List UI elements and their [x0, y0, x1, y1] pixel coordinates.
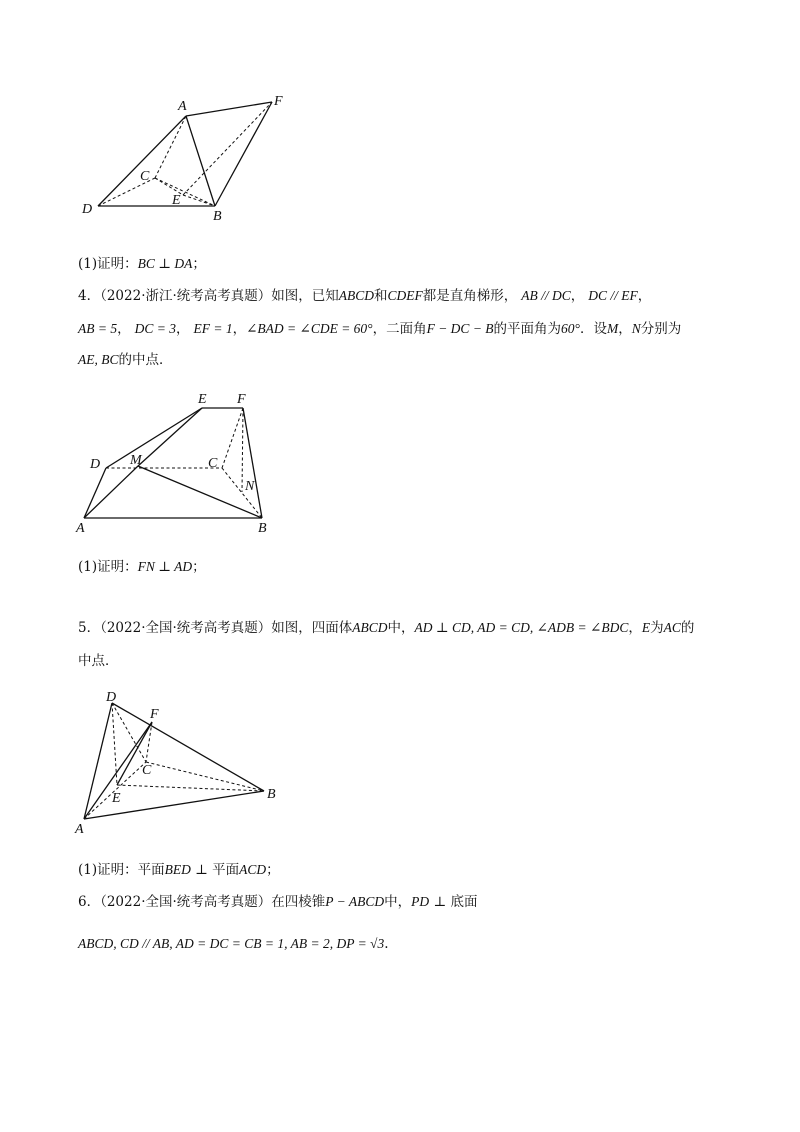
q5-part1-prefix: (1)证明：平面: [78, 862, 165, 878]
q5-math: E: [641, 620, 651, 635]
q4-math: M: [606, 321, 619, 336]
q5-text: 中，: [387, 620, 415, 636]
edge-AB: [84, 791, 264, 819]
label-M: M: [130, 453, 142, 468]
q3-part1-end: ；: [192, 256, 206, 272]
q3-part1-prefix: (1)证明：: [78, 256, 138, 272]
label-E: E: [172, 193, 181, 208]
q4-line2: [78, 321, 681, 337]
q6-source: （2022·全国·统考高考真题）: [100, 894, 272, 910]
q5-part1: [78, 862, 280, 878]
q4-part1-prefix: (1)证明：: [78, 559, 138, 575]
q4-part1-end: ；: [192, 559, 206, 575]
q6-text: 中，: [384, 894, 412, 910]
label-C: C: [142, 763, 152, 778]
q4-math: DC = 3: [134, 321, 176, 336]
label-C: C: [208, 456, 218, 471]
edge-MB: [138, 466, 262, 518]
edge-FB: [215, 102, 272, 206]
q6-math: ABCD, CD // AB, AD = DC = CB = 1, AB = 2, DP = √3: [78, 936, 385, 951]
q5-part1-math: ACD: [239, 862, 267, 877]
q4-text: ．设: [579, 321, 607, 337]
edge-CA: [155, 116, 186, 178]
label-E: E: [112, 791, 121, 806]
q6-number: 6．: [78, 894, 101, 910]
q4-text: 和: [374, 288, 388, 304]
edge-AD: [84, 468, 106, 518]
label-A: A: [75, 822, 84, 837]
q4-math: N: [631, 321, 641, 336]
q5-number: 5．: [78, 620, 101, 636]
edge-CF: [222, 408, 243, 468]
q4-math: DC // EF: [588, 288, 638, 303]
q4-part1: [78, 559, 206, 575]
q5-part1-end: ；: [266, 862, 280, 878]
q5-part1-mid: ⊥ 平面: [190, 862, 240, 878]
q4-text: ，: [175, 321, 190, 337]
edge-EB: [183, 195, 215, 206]
label-F: F: [150, 707, 159, 722]
q6-line1: [78, 894, 477, 910]
edge-AB: [186, 116, 215, 206]
q4-text: 的中点．: [118, 352, 173, 368]
q5-line2: [78, 653, 119, 669]
q5-text: 的: [680, 620, 695, 636]
edge-DA: [84, 703, 112, 819]
q5-text: 中点．: [78, 653, 119, 669]
label-F: F: [237, 392, 246, 407]
q4-math: ∠BAD = ∠CDE = 60°: [246, 321, 373, 336]
q4-text: 分别为: [640, 321, 682, 337]
q4-math: EF = 1: [193, 321, 233, 336]
q4-text: 如图，已知: [271, 288, 339, 304]
edge-DC: [112, 703, 146, 762]
q4-math: AB = 5: [78, 321, 118, 336]
q3-part1-math: BC ⊥ DA: [137, 256, 193, 271]
label-D: D: [82, 202, 93, 217]
figure-1: [0, 0, 800, 230]
figure-3: [0, 685, 800, 845]
q4-source: （2022·浙江·统考高考真题）: [100, 288, 272, 304]
q6-text: ⊥ 底面: [429, 894, 478, 910]
q4-text: 都是直角梯形，: [422, 288, 518, 304]
q4-text: ，: [232, 321, 247, 337]
q4-math: CDEF: [387, 288, 423, 303]
q4-part1-math: FN ⊥ AD: [137, 559, 193, 574]
q6-text: .: [384, 936, 389, 952]
label-A: A: [178, 99, 187, 114]
q3-part1: [78, 256, 206, 272]
q4-math: AE, BC: [78, 352, 119, 367]
edge-AM: [84, 466, 138, 518]
q6-math: PD: [411, 894, 430, 909]
q4-text: ，二面角: [372, 321, 427, 337]
label-F: F: [274, 94, 283, 109]
q4-math: AB // DC: [521, 288, 571, 303]
label-B: B: [267, 787, 276, 802]
q4-text: ，: [570, 288, 585, 304]
q5-math: AD ⊥ CD, AD = CD, ∠ADB = ∠BDC: [414, 620, 629, 635]
q6-math: P − ABCD: [325, 894, 385, 909]
label-D: D: [106, 690, 117, 705]
figure-2: [0, 380, 800, 540]
q4-math: F − DC − B: [426, 321, 494, 336]
q5-math: AC: [663, 620, 681, 635]
edge-DE: [106, 408, 202, 468]
q6-line2: [78, 936, 389, 952]
q5-text: 如图，四面体: [271, 620, 353, 636]
edge-EB: [117, 785, 264, 791]
edge-FN: [242, 408, 243, 492]
q4-number: 4．: [78, 288, 101, 304]
q4-text: ，: [117, 321, 131, 337]
label-E: E: [198, 392, 207, 407]
label-N: N: [245, 479, 255, 494]
q5-part1-math: BED: [164, 862, 191, 877]
label-B: B: [213, 209, 222, 224]
label-B: B: [258, 521, 267, 536]
edge-ME: [138, 408, 202, 466]
label-C: C: [140, 169, 150, 184]
q4-math: ABCD: [338, 288, 375, 303]
q4-line1: [78, 288, 651, 304]
label-D: D: [90, 457, 101, 472]
q4-text: ，: [618, 321, 632, 337]
edge-CB: [155, 178, 215, 206]
q4-text: 的平面角为: [493, 321, 562, 337]
q5-math: ABCD: [352, 620, 388, 635]
edge-AF: [186, 102, 272, 116]
label-A: A: [76, 521, 85, 536]
q5-text: ，: [628, 620, 642, 636]
edge-FB: [243, 408, 262, 518]
q5-source: （2022·全国·统考高考真题）: [100, 620, 272, 636]
q5-text: 为: [650, 620, 664, 636]
q5-line1: [78, 620, 694, 636]
q4-text: ，: [637, 288, 652, 304]
q4-math: 60°: [561, 321, 580, 336]
q4-line3: [78, 352, 173, 368]
q6-text: 在四棱锥: [271, 894, 326, 910]
